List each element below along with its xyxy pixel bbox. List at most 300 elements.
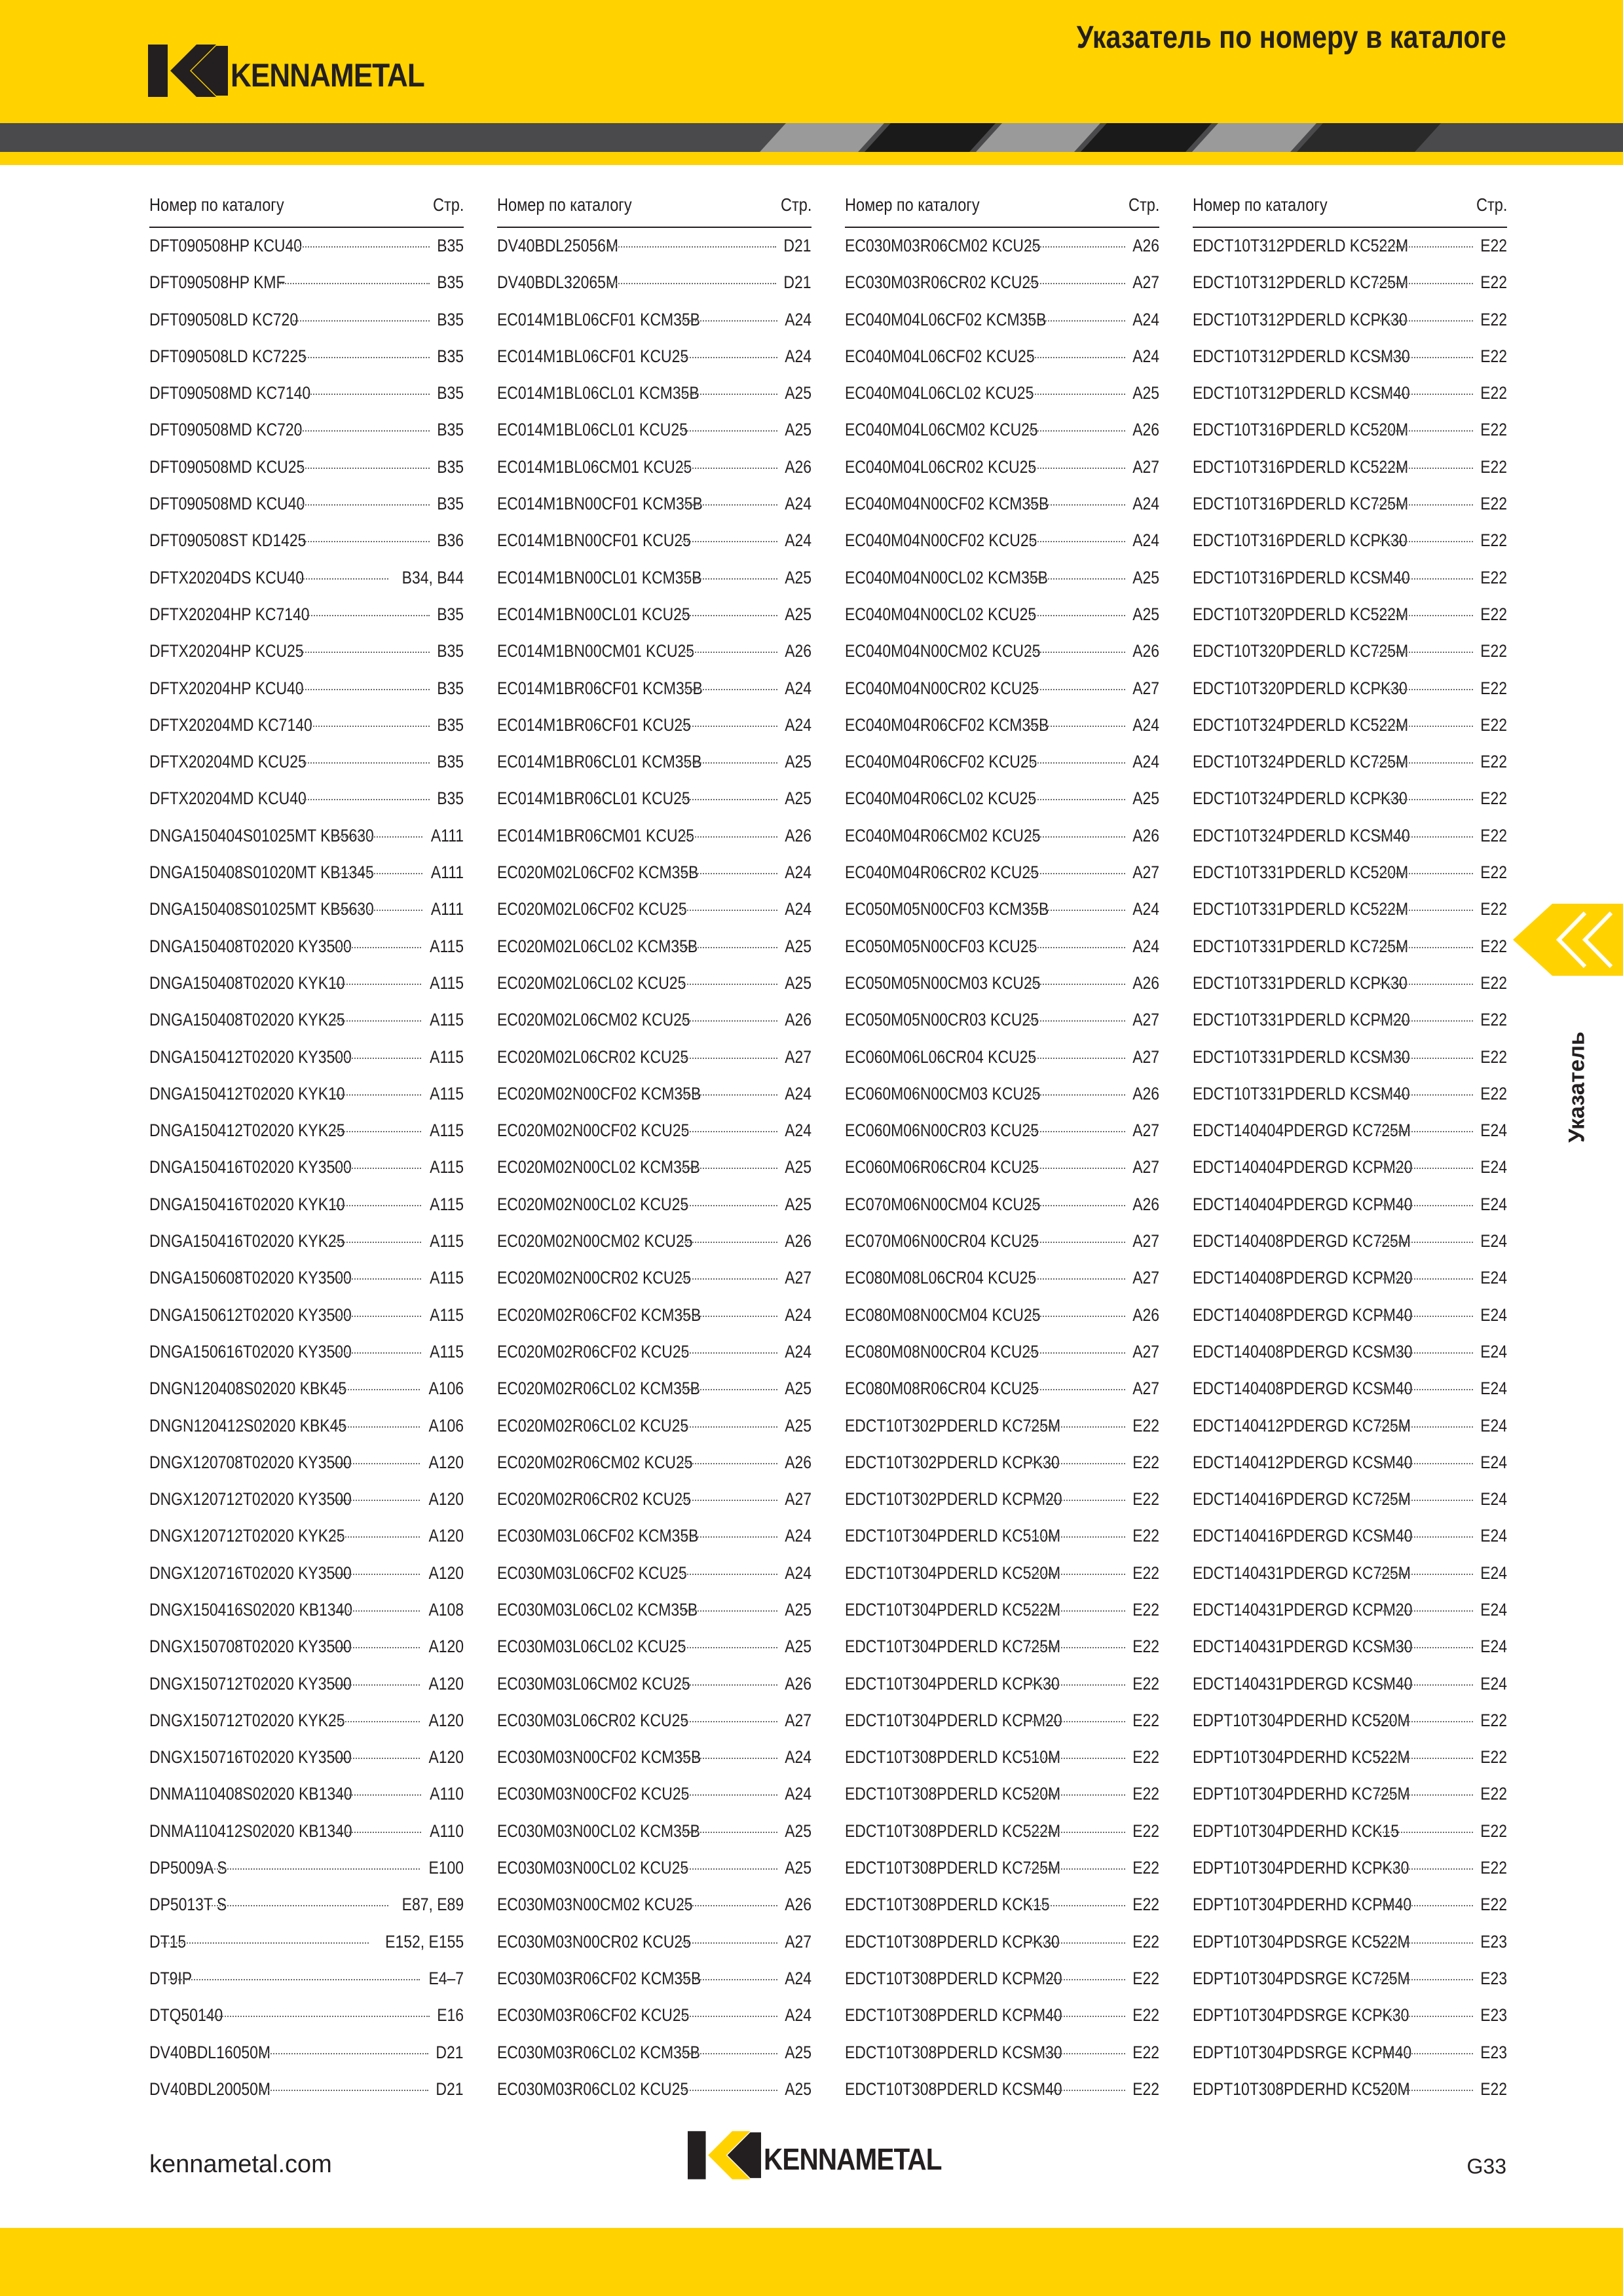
dot-leader [334, 1794, 421, 1796]
page-reference: A26 [1132, 420, 1159, 440]
catalog-number: EC020M02L06CL02 KCU25 [497, 972, 686, 993]
dot-leader [1030, 1684, 1125, 1686]
page-reference: E23 [1480, 1968, 1507, 1988]
list-item [1193, 1489, 1507, 1526]
list-item [149, 1305, 464, 1342]
page-reference: A120 [428, 1452, 464, 1472]
dot-leader [1030, 1316, 1125, 1317]
dot-leader [1377, 873, 1473, 874]
list-item [149, 1711, 464, 1747]
page-reference: E22 [1132, 2005, 1159, 2026]
list-item [1193, 420, 1507, 456]
list-item [149, 346, 464, 383]
list-item [845, 1895, 1159, 1931]
page-reference: A27 [785, 1931, 811, 1952]
page-reference: E24 [1480, 1489, 1507, 1509]
dot-leader [1030, 283, 1125, 284]
dot-leader [1030, 726, 1125, 727]
dot-leader [1030, 1131, 1125, 1132]
page-reference: A120 [428, 1747, 464, 1768]
catalog-number: EC040M04N00CL02 KCM35B [845, 567, 1048, 587]
catalog-number: EDPT10T304PDSRGE KC522M [1193, 1931, 1410, 1952]
list-item [1193, 1784, 1507, 1821]
list-item [149, 973, 464, 1010]
dot-leader [682, 984, 777, 985]
list-item [845, 1489, 1159, 1526]
list-item [1193, 1010, 1507, 1046]
catalog-number: DFT090508LD KC7225 [149, 346, 307, 366]
catalog-number: EC014M1BL06CF01 KCM35B [497, 309, 700, 329]
list-item [497, 1047, 811, 1084]
dot-leader [682, 1536, 777, 1538]
page-reference: A120 [428, 1563, 464, 1583]
page-reference: E24 [1480, 1563, 1507, 1583]
page-reference: A25 [785, 1379, 811, 1399]
page-reference: E4–7 [428, 1968, 464, 1988]
list-item [845, 1600, 1159, 1637]
catalog-number: EDPT10T304PDSRGE KC725M [1193, 1968, 1410, 1988]
list-item [497, 862, 811, 899]
dot-leader [682, 1205, 777, 1206]
catalog-number: EC014M1BN00CL01 KCM35B [497, 567, 702, 587]
dot-leader [682, 1058, 777, 1059]
list-item [845, 899, 1159, 936]
page-reference: E22 [1132, 1599, 1159, 1620]
stripe-pattern [0, 123, 1623, 152]
page-reference: B35 [437, 236, 464, 255]
dot-leader [1030, 762, 1125, 764]
catalog-number: DNGA150612T02020 KY3500 [149, 1305, 352, 1325]
dot-leader [210, 1868, 420, 1870]
page-reference: A25 [785, 567, 811, 587]
dot-leader [261, 2053, 429, 2054]
dot-leader [1377, 357, 1473, 358]
page-reference: E22 [1132, 2079, 1159, 2099]
catalog-number: EC020M02N00CR02 KCU25 [497, 1268, 691, 1288]
page-reference: B35 [437, 641, 464, 661]
dot-leader [1377, 1205, 1473, 1206]
catalog-number: EDCT140408PDERGD KCSM30 [1193, 1341, 1413, 1361]
page-reference: E24 [1480, 1526, 1507, 1546]
dot-leader [204, 2016, 430, 2017]
page-reference: E22 [1132, 1673, 1159, 1694]
page-reference: A25 [785, 788, 811, 809]
dot-leader [1377, 1131, 1473, 1132]
dot-leader [334, 1610, 420, 1612]
list-item [1193, 494, 1507, 530]
catalog-number: DNGA150412T02020 KY3500 [149, 1046, 352, 1067]
page-reference: E22 [1132, 1710, 1159, 1730]
brand-name: KENNAMETAL [231, 57, 424, 94]
page-reference: E24 [1480, 1120, 1507, 1141]
dot-leader [334, 1684, 420, 1686]
page-reference: A26 [785, 641, 811, 661]
list-item [149, 1489, 464, 1526]
list-item [497, 1379, 811, 1415]
dot-leader [334, 1832, 421, 1833]
list-item [149, 899, 464, 936]
dot-leader [1030, 394, 1125, 395]
list-item [845, 1157, 1159, 1194]
catalog-number: EC040M04N00CL02 KCU25 [845, 604, 1037, 624]
dot-leader [1030, 1168, 1125, 1169]
catalog-number: EC040M04L06CR02 KCU25 [845, 456, 1037, 477]
dot-leader [1030, 1278, 1125, 1280]
dot-leader [1377, 689, 1473, 690]
page-reference: B35 [437, 714, 464, 735]
list-item [1193, 346, 1507, 383]
list-item [497, 1194, 811, 1231]
page-reference: E22 [1480, 1821, 1507, 1841]
page-reference: A106 [428, 1379, 464, 1399]
page-reference: E22 [1480, 456, 1507, 477]
dot-leader [682, 1426, 777, 1428]
page-header-label: Стр. [1128, 194, 1159, 215]
list-item [845, 678, 1159, 715]
catalog-number: DFTX20204MD KCU40 [149, 788, 307, 809]
catalog-number: EDPT10T304PDERHD KCPK30 [1193, 1858, 1409, 1878]
list-item [497, 1784, 811, 1821]
page-reference: E24 [1480, 1157, 1507, 1177]
catalog-number: EC040M04N00CF02 KCU25 [845, 530, 1037, 551]
dot-leader [1377, 762, 1473, 764]
dot-leader [334, 984, 421, 985]
catalog-number: EDCT140408PDERGD KCPM20 [1193, 1268, 1413, 1288]
dot-leader [682, 2090, 777, 2091]
footer-brand-name: KENNAMETAL [764, 2142, 942, 2176]
list-item [845, 1821, 1159, 1858]
dot-leader [293, 320, 430, 322]
catalog-number: EDCT10T331PDERLD KC522M [1193, 899, 1409, 919]
page-reference: E24 [1480, 1305, 1507, 1325]
list-item [497, 899, 811, 936]
page-reference: E22 [1480, 2079, 1507, 2099]
list-item [497, 1969, 811, 2005]
catalog-number: DFTX20204HP KC7140 [149, 604, 310, 624]
dot-leader [1377, 320, 1473, 322]
dot-leader [682, 1684, 777, 1686]
page-reference: E22 [1132, 1968, 1159, 1988]
catalog-number: EDCT10T331PDERLD KCPM20 [1193, 1010, 1410, 1030]
catalog-number: EDCT10T304PDERLD KCPM20 [845, 1710, 1062, 1730]
page-reference: A115 [430, 1341, 464, 1361]
page-reference: A26 [785, 1673, 811, 1694]
list-item [1193, 1084, 1507, 1120]
list-item [497, 1305, 811, 1342]
catalog-number: EC050M05N00CF03 KCM35B [845, 899, 1049, 919]
dot-leader [334, 1168, 421, 1169]
dot-leader [168, 1979, 420, 1980]
catalog-number: EC060M06L06CR04 KCU25 [845, 1046, 1037, 1067]
catalog-number: EDCT10T324PDERLD KC725M [1193, 752, 1409, 772]
list-item [497, 1342, 811, 1379]
page-reference: E22 [1132, 2042, 1159, 2062]
page-header-label: Стр. [780, 194, 811, 215]
dot-leader [1377, 1721, 1473, 1722]
dot-leader [1030, 541, 1125, 542]
dot-leader [1377, 430, 1473, 432]
list-item [845, 272, 1159, 309]
page-reference: B35 [437, 604, 464, 624]
page-reference: A24 [785, 1747, 811, 1768]
list-item [497, 236, 811, 272]
catalog-number: EDPT10T304PDERHD KC520M [1193, 1710, 1410, 1730]
page-reference: E24 [1480, 1673, 1507, 1694]
dot-leader [682, 652, 777, 653]
page-reference: E22 [1480, 1710, 1507, 1730]
page-reference: A24 [1132, 346, 1159, 366]
list-item [845, 420, 1159, 456]
list-item [1193, 678, 1507, 715]
catalog-number: EC030M03N00CF02 KCM35B [497, 1747, 701, 1768]
dot-leader [334, 1721, 420, 1722]
page-reference: A25 [785, 972, 811, 993]
page-reference: E22 [1132, 1637, 1159, 1657]
list-item [149, 1010, 464, 1046]
dot-leader [1377, 394, 1473, 395]
dot-leader [682, 1868, 777, 1870]
catalog-number: DV40BDL16050M [149, 2042, 270, 2062]
dot-leader [1030, 1058, 1125, 1059]
catalog-number: DNMA110412S02020 KB1340 [149, 1821, 352, 1841]
page-reference: A24 [785, 346, 811, 366]
dot-leader [310, 726, 430, 727]
catalog-number: EC030M03R06CF02 KCM35B [497, 1968, 701, 1988]
catalog-number: EDPT10T304PDERHD KCK15 [1193, 1821, 1400, 1841]
page-reference: A110 [430, 1784, 464, 1804]
dot-leader [1377, 1979, 1473, 1980]
list-item [149, 641, 464, 678]
list-item [1193, 1379, 1507, 1415]
dot-leader [1030, 1574, 1125, 1575]
catalog-number-header: Номер по каталогу [149, 194, 284, 215]
dot-leader [682, 689, 777, 690]
catalog-number: EC014M1BN00CL01 KCU25 [497, 604, 690, 624]
catalog-number: EDCT10T316PDERLD KC725M [1193, 494, 1409, 514]
catalog-number: DNGA150608T02020 KY3500 [149, 1268, 352, 1288]
page-reference: A110 [430, 1821, 464, 1841]
list-item [1193, 1858, 1507, 1895]
page-reference: E22 [1132, 1415, 1159, 1435]
dot-leader [303, 357, 430, 358]
catalog-number: EC070M06N00CR04 KCU25 [845, 1231, 1039, 1251]
catalog-number: EC030M03R06CR02 KCU25 [845, 272, 1039, 293]
list-item [1193, 272, 1507, 309]
list-item [497, 1932, 811, 1969]
list-item [845, 1416, 1159, 1453]
list-item [149, 1674, 464, 1711]
dot-leader [682, 873, 777, 874]
list-item [149, 1784, 464, 1821]
dot-leader [303, 799, 430, 800]
index-column [497, 190, 811, 2116]
page-reference: E22 [1132, 1931, 1159, 1952]
catalog-number: EDCT10T308PDERLD KC510M [845, 1747, 1061, 1768]
dot-leader [261, 2090, 429, 2091]
dot-leader [1377, 1684, 1473, 1686]
list-item [149, 1342, 464, 1379]
list-item [845, 715, 1159, 752]
index-column [845, 190, 1159, 2116]
catalog-number: DFTX20204MD KC7140 [149, 714, 312, 735]
page-reference: E22 [1480, 678, 1507, 698]
page-reference: E22 [1132, 1563, 1159, 1583]
dot-leader [278, 283, 430, 284]
page-header [0, 0, 1623, 123]
dot-leader [334, 1352, 421, 1354]
page-reference: A27 [1132, 1010, 1159, 1030]
catalog-number: EC030M03N00CR02 KCU25 [497, 1931, 691, 1952]
index-list [497, 236, 811, 2116]
page-reference: E22 [1480, 567, 1507, 587]
catalog-number: EC014M1BN00CF01 KCM35B [497, 494, 703, 514]
list-item [845, 530, 1159, 567]
catalog-number: DNGA150408S01025MT KB5630 [149, 899, 374, 919]
page-reference: A27 [785, 1046, 811, 1067]
dot-leader [1030, 689, 1125, 690]
catalog-number: EC014M1BL06CF01 KCU25 [497, 346, 689, 366]
dot-leader [1377, 1168, 1473, 1169]
list-item [497, 1157, 811, 1194]
catalog-number: EC020M02R06CF02 KCM35B [497, 1305, 701, 1325]
footer-website-link[interactable]: kennametal.com [149, 2151, 332, 2178]
page-reference: B35 [437, 272, 464, 293]
list-item [149, 272, 464, 309]
page-reference: A24 [785, 714, 811, 735]
list-item [1193, 1268, 1507, 1305]
dot-leader [1030, 799, 1125, 800]
catalog-number: DNGA150412T02020 KYK10 [149, 1083, 345, 1103]
catalog-number: DFTX20204MD KCU25 [149, 752, 307, 772]
catalog-number: EC060M06R06CR04 KCU25 [845, 1157, 1039, 1177]
catalog-number: EC014M1BL06CL01 KCM35B [497, 383, 700, 403]
dot-leader [682, 2053, 777, 2054]
dot-leader [334, 947, 421, 948]
page-reference: E24 [1480, 1379, 1507, 1399]
dot-leader [299, 652, 430, 653]
list-item [149, 1120, 464, 1157]
catalog-number: EC030M03R06CL02 KCU25 [497, 2079, 689, 2099]
dot-leader [1030, 652, 1125, 653]
page-reference: E23 [1480, 2005, 1507, 2026]
list-item [1193, 1895, 1507, 1931]
page-reference: A27 [1132, 1341, 1159, 1361]
page-reference: B34, B44 [401, 567, 464, 587]
catalog-number: DNGA150416T02020 KY3500 [149, 1157, 352, 1177]
page-reference: A25 [785, 1637, 811, 1657]
dot-leader [334, 836, 422, 838]
catalog-number: EDCT10T331PDERLD KC520M [1193, 862, 1409, 883]
catalog-number: EDCT140404PDERGD KC725M [1193, 1120, 1411, 1141]
catalog-number: EDCT140408PDERGD KC725M [1193, 1231, 1411, 1251]
list-item [845, 936, 1159, 973]
catalog-number: EC040M04R06CL02 KCU25 [845, 788, 1037, 809]
list-item [1193, 1747, 1507, 1784]
catalog-number: EDCT140416PDERGD KC725M [1193, 1489, 1411, 1509]
page-reference: A24 [785, 530, 811, 551]
dot-leader [682, 947, 777, 948]
page-reference: E22 [1480, 420, 1507, 440]
list-item [1193, 1674, 1507, 1711]
list-item [149, 1563, 464, 1600]
dot-leader [1030, 430, 1125, 432]
list-item [845, 1747, 1159, 1784]
catalog-number: EDCT10T331PDERLD KC725M [1193, 936, 1409, 956]
dot-leader [1030, 1721, 1125, 1722]
catalog-number-header: Номер по каталогу [1193, 194, 1328, 215]
list-item [845, 1674, 1159, 1711]
catalog-number: DFTX20204HP KCU40 [149, 678, 304, 698]
page-reference: D21 [783, 236, 811, 255]
index-column [1193, 190, 1507, 2116]
page-reference: A25 [785, 383, 811, 403]
dot-leader [1030, 1389, 1125, 1390]
page-reference: A25 [785, 420, 811, 440]
dot-leader [682, 1758, 777, 1759]
dot-leader [1030, 2090, 1125, 2091]
list-item [845, 641, 1159, 678]
list-item [149, 1157, 464, 1194]
catalog-number: EC030M03L06CL02 KCU25 [497, 1637, 686, 1657]
catalog-number: EDCT10T320PDERLD KC522M [1193, 604, 1409, 624]
page-reference: A25 [1132, 567, 1159, 587]
list-item [149, 936, 464, 973]
dot-leader [1030, 873, 1125, 874]
catalog-number: DNGX120712T02020 KY3500 [149, 1489, 352, 1509]
page-header-label: Стр. [1476, 194, 1507, 215]
list-item [1193, 1932, 1507, 1969]
list-item [845, 1563, 1159, 1600]
catalog-number: DNGX150712T02020 KY3500 [149, 1673, 352, 1694]
dot-leader [682, 615, 777, 616]
page-reference: E22 [1480, 383, 1507, 403]
page-reference: A24 [1132, 494, 1159, 514]
page-reference: A25 [1132, 604, 1159, 624]
dot-leader [682, 2016, 777, 2017]
list-item [845, 1084, 1159, 1120]
dot-leader [682, 1463, 777, 1464]
dot-leader [1030, 1610, 1125, 1612]
list-item [1193, 1047, 1507, 1084]
page-reference: E22 [1132, 1858, 1159, 1878]
catalog-number: DNGA150408S01020MT KB1345 [149, 862, 374, 883]
dot-leader [682, 1832, 777, 1833]
index-list [149, 236, 464, 2116]
page-reference: E22 [1480, 1010, 1507, 1030]
list-item [497, 346, 811, 383]
list-item [845, 1526, 1159, 1563]
dot-leader [300, 578, 388, 580]
catalog-number-header: Номер по каталогу [845, 194, 980, 215]
list-item [1193, 1342, 1507, 1379]
catalog-number: EC040M04R06CM02 KCU25 [845, 825, 1041, 845]
list-item [497, 2079, 811, 2116]
list-item [497, 1637, 811, 1673]
catalog-number: EDCT140412PDERGD KC725M [1193, 1415, 1411, 1435]
catalog-number: EC040M04N00CM02 KCU25 [845, 641, 1041, 661]
catalog-number: EDCT10T308PDERLD KC520M [845, 1784, 1061, 1804]
page-reference: A108 [428, 1599, 464, 1620]
catalog-number: EDPT10T304PDSRGE KCPK30 [1193, 2005, 1409, 2026]
list-item [149, 1453, 464, 1489]
catalog-number: DFT090508HP KMF [149, 272, 286, 293]
index-list [845, 236, 1159, 2116]
list-item [845, 1711, 1159, 1747]
dot-leader [682, 1316, 777, 1317]
list-item [845, 1784, 1159, 1821]
page-reference: B35 [437, 420, 464, 440]
dot-leader [1377, 1352, 1473, 1354]
